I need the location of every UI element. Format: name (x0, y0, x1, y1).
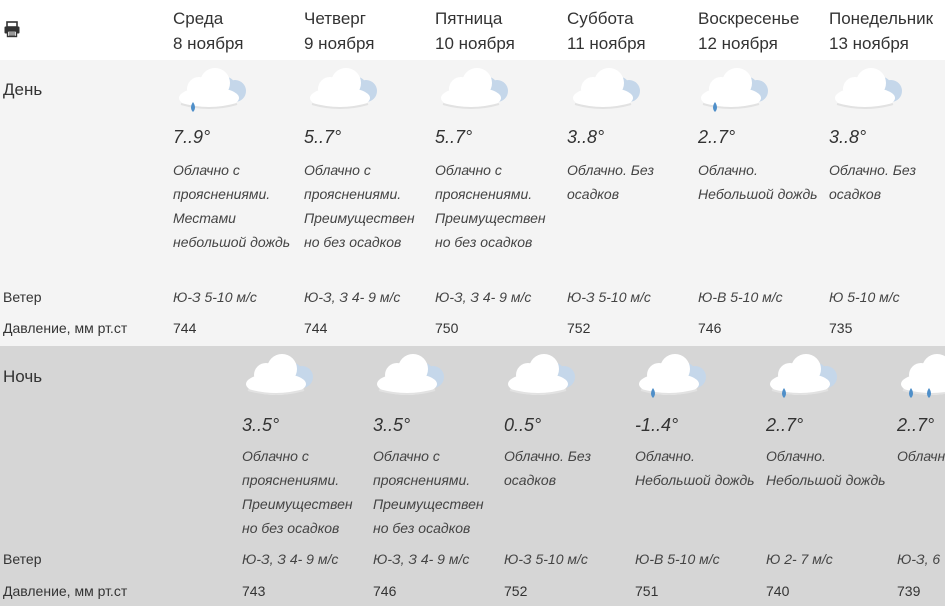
night-description: Облачно. Небольшой дождь (766, 448, 886, 488)
night-temperature: 3..5° (242, 415, 280, 435)
day-temperature: 5..7° (435, 127, 473, 147)
night-wind: Ю-З, З 4- 9 м/с (373, 551, 470, 567)
night-pressure: 739 (897, 583, 921, 599)
day-header (435, 6, 515, 56)
day-temperature: 2..7° (698, 127, 736, 147)
cloud-icon (240, 350, 322, 400)
day-wind: Ю 5-10 м/с (829, 289, 900, 305)
day-description: Облачно. Небольшой дождь (698, 162, 818, 202)
night-wind: Ю-З, З 4- 9 м/с (242, 551, 339, 567)
day-description: Облачно с прояснениями. Преимуществен но без осадков (435, 162, 546, 250)
night-temperature: 0..5° (504, 415, 542, 435)
night-temperature: 2..7° (897, 415, 935, 435)
night-description: Облачно с прояснениями. Преимуществен но без осадков (242, 448, 353, 536)
cloud-rain-icon (695, 64, 777, 114)
night-pressure: 751 (635, 583, 659, 599)
day-date: 13 ноября (829, 34, 909, 53)
day-weekday: Пятница (435, 9, 503, 28)
day-header (829, 6, 933, 56)
night-pressure: 752 (504, 583, 528, 599)
day-weekday: Четверг (304, 9, 366, 28)
day-date: 11 ноября (567, 34, 646, 53)
night-pressure-label: Давление, мм рт.ст (3, 583, 128, 599)
day-pressure: 750 (435, 320, 459, 336)
night-wind-label: Ветер (3, 551, 42, 567)
day-header (304, 6, 374, 56)
day-description: Облачно с прояснениями. Преимуществен но без осадков (304, 162, 415, 250)
day-pressure: 735 (829, 320, 853, 336)
day-wind: Ю-З, З 4- 9 м/с (435, 289, 532, 305)
night-description: Облачно. Без осадков (504, 448, 591, 488)
printer-icon[interactable] (3, 20, 21, 38)
day-description: Облачно. Без осадков (829, 162, 916, 202)
night-section-label: Ночь (3, 367, 43, 386)
day-weekday: Среда (173, 9, 224, 28)
day-temperature: 3..8° (567, 127, 605, 147)
cloud-rain-icon (633, 350, 715, 400)
night-description: Облачно с прояснениями. Преимуществен но без осадков (373, 448, 484, 536)
day-weekday: Суббота (567, 9, 634, 28)
cloud-icon (435, 64, 517, 114)
day-wind: Ю-В 5-10 м/с (698, 289, 783, 305)
day-temperature: 3..8° (829, 127, 867, 147)
day-section (0, 60, 945, 346)
day-wind: Ю-З, З 4- 9 м/с (304, 289, 401, 305)
day-wind-label: Ветер (3, 289, 42, 305)
night-description: Облачн (897, 448, 945, 464)
night-wind: Ю-З 5-10 м/с (504, 551, 588, 567)
day-date: 9 ноября (304, 34, 375, 53)
day-pressure: 744 (173, 320, 197, 336)
cloud-rain-icon (173, 64, 255, 114)
day-wind: Ю-З 5-10 м/с (567, 289, 651, 305)
day-temperature: 5..7° (304, 127, 342, 147)
cloud-icon (304, 64, 386, 114)
night-pressure: 746 (373, 583, 397, 599)
day-date: 8 ноября (173, 34, 244, 53)
cloud-icon (502, 350, 584, 400)
cloud-icon (567, 64, 649, 114)
cloud-icon (371, 350, 453, 400)
night-wind: Ю 2- 7 м/с (766, 551, 833, 567)
night-wind: Ю-З, 6 (897, 551, 941, 567)
day-section-label: День (3, 80, 43, 99)
night-wind: Ю-В 5-10 м/с (635, 551, 720, 567)
night-temperature: -1..4° (635, 415, 679, 435)
night-temperature: 3..5° (373, 415, 411, 435)
day-date: 12 ноября (698, 34, 778, 53)
night-description: Облачно. Небольшой дождь (635, 448, 755, 488)
day-description: Облачно с прояснениями. Местами небольшой дождь (173, 162, 291, 250)
day-wind: Ю-З 5-10 м/с (173, 289, 257, 305)
day-pressure: 746 (698, 320, 722, 336)
day-description: Облачно. Без осадков (567, 162, 654, 202)
cloud-icon (829, 64, 911, 114)
cloud-rain-heavy-icon (895, 350, 945, 400)
forecast-header (0, 0, 945, 60)
day-temperature: 7..9° (173, 127, 211, 147)
cloud-rain-icon (764, 350, 846, 400)
day-pressure: 744 (304, 320, 328, 336)
day-date: 10 ноября (435, 34, 515, 53)
day-pressure-label: Давление, мм рт.ст (3, 320, 128, 336)
night-pressure: 743 (242, 583, 266, 599)
night-pressure: 740 (766, 583, 790, 599)
day-weekday: Воскресенье (698, 9, 800, 28)
night-temperature: 2..7° (766, 415, 804, 435)
day-header (698, 6, 799, 56)
day-header (567, 6, 646, 56)
night-section (0, 346, 945, 606)
day-weekday: Понедельник (829, 9, 934, 28)
day-pressure: 752 (567, 320, 591, 336)
day-header (173, 6, 243, 56)
